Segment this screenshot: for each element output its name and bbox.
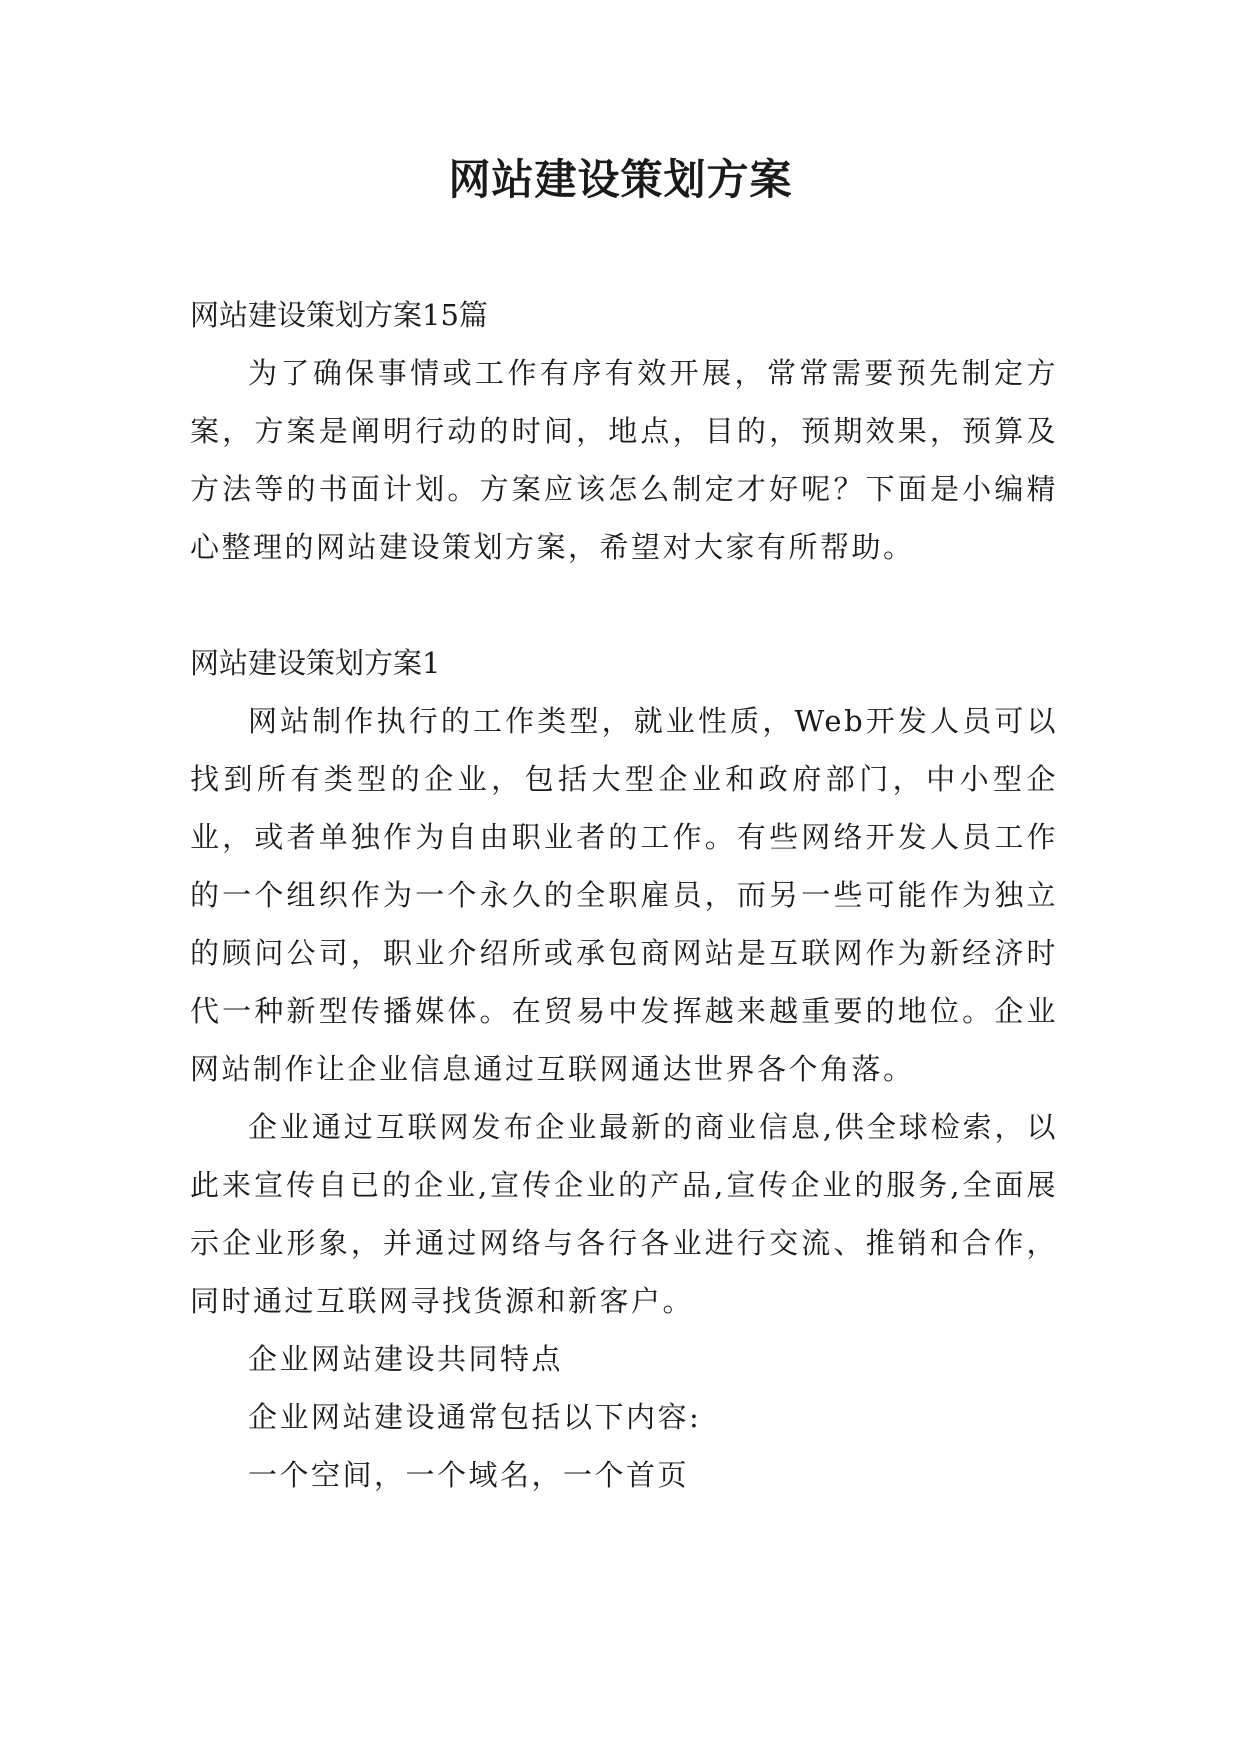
body-paragraph: 企业通过互联网发布企业最新的商业信息,供全球检索，以此来宣传自已的企业,宣传企业的产品,宣传企业的服务,全面展示企业形象，并通过网络与各行各业进行交流、推销和合作，同时通过互联网寻找货源和新客户。 <box>190 1110 1058 1318</box>
section-heading: 网站建设策划方案1 <box>190 646 441 680</box>
body-paragraph: 网站制作执行的工作类型，就业性质，Web开发人员可以找到所有类型的企业，包括大型企业和政府部门，中小型企业，或者单独作为自由职业者的工作。有些网络开发人员工作的一个组织作为一个永久的全职雇员，而另一些可能作为独立的顾问公司，职业介绍所或承包商网站是互联网作为新经济时代一种新型传播媒体。在贸易中发挥越来越重要的地位。企业网站制作让企业信息通过互联网通达世界各个角落。 <box>190 704 1058 1086</box>
body-paragraph: 企业网站建设通常包括以下内容: <box>248 1400 702 1434</box>
body-paragraph: 企业网站建设共同特点 <box>248 1342 564 1376</box>
document-body <box>190 286 1058 1504</box>
document-subtitle: 网站建设策划方案15篇 <box>190 298 488 332</box>
intro-paragraph: 为了确保事情或工作有序有效开展，常常需要预先制定方案，方案是阐明行动的时间，地点，目的，预期效果，预算及方法等的书面计划。方案应该怎么制定才好呢？下面是小编精心整理的网站建设策划方案，希望对大家有所帮助。 <box>190 356 1058 564</box>
body-paragraph: 一个空间，一个域名，一个首页 <box>248 1458 690 1492</box>
page-title: 网站建设策划方案 <box>448 155 793 204</box>
